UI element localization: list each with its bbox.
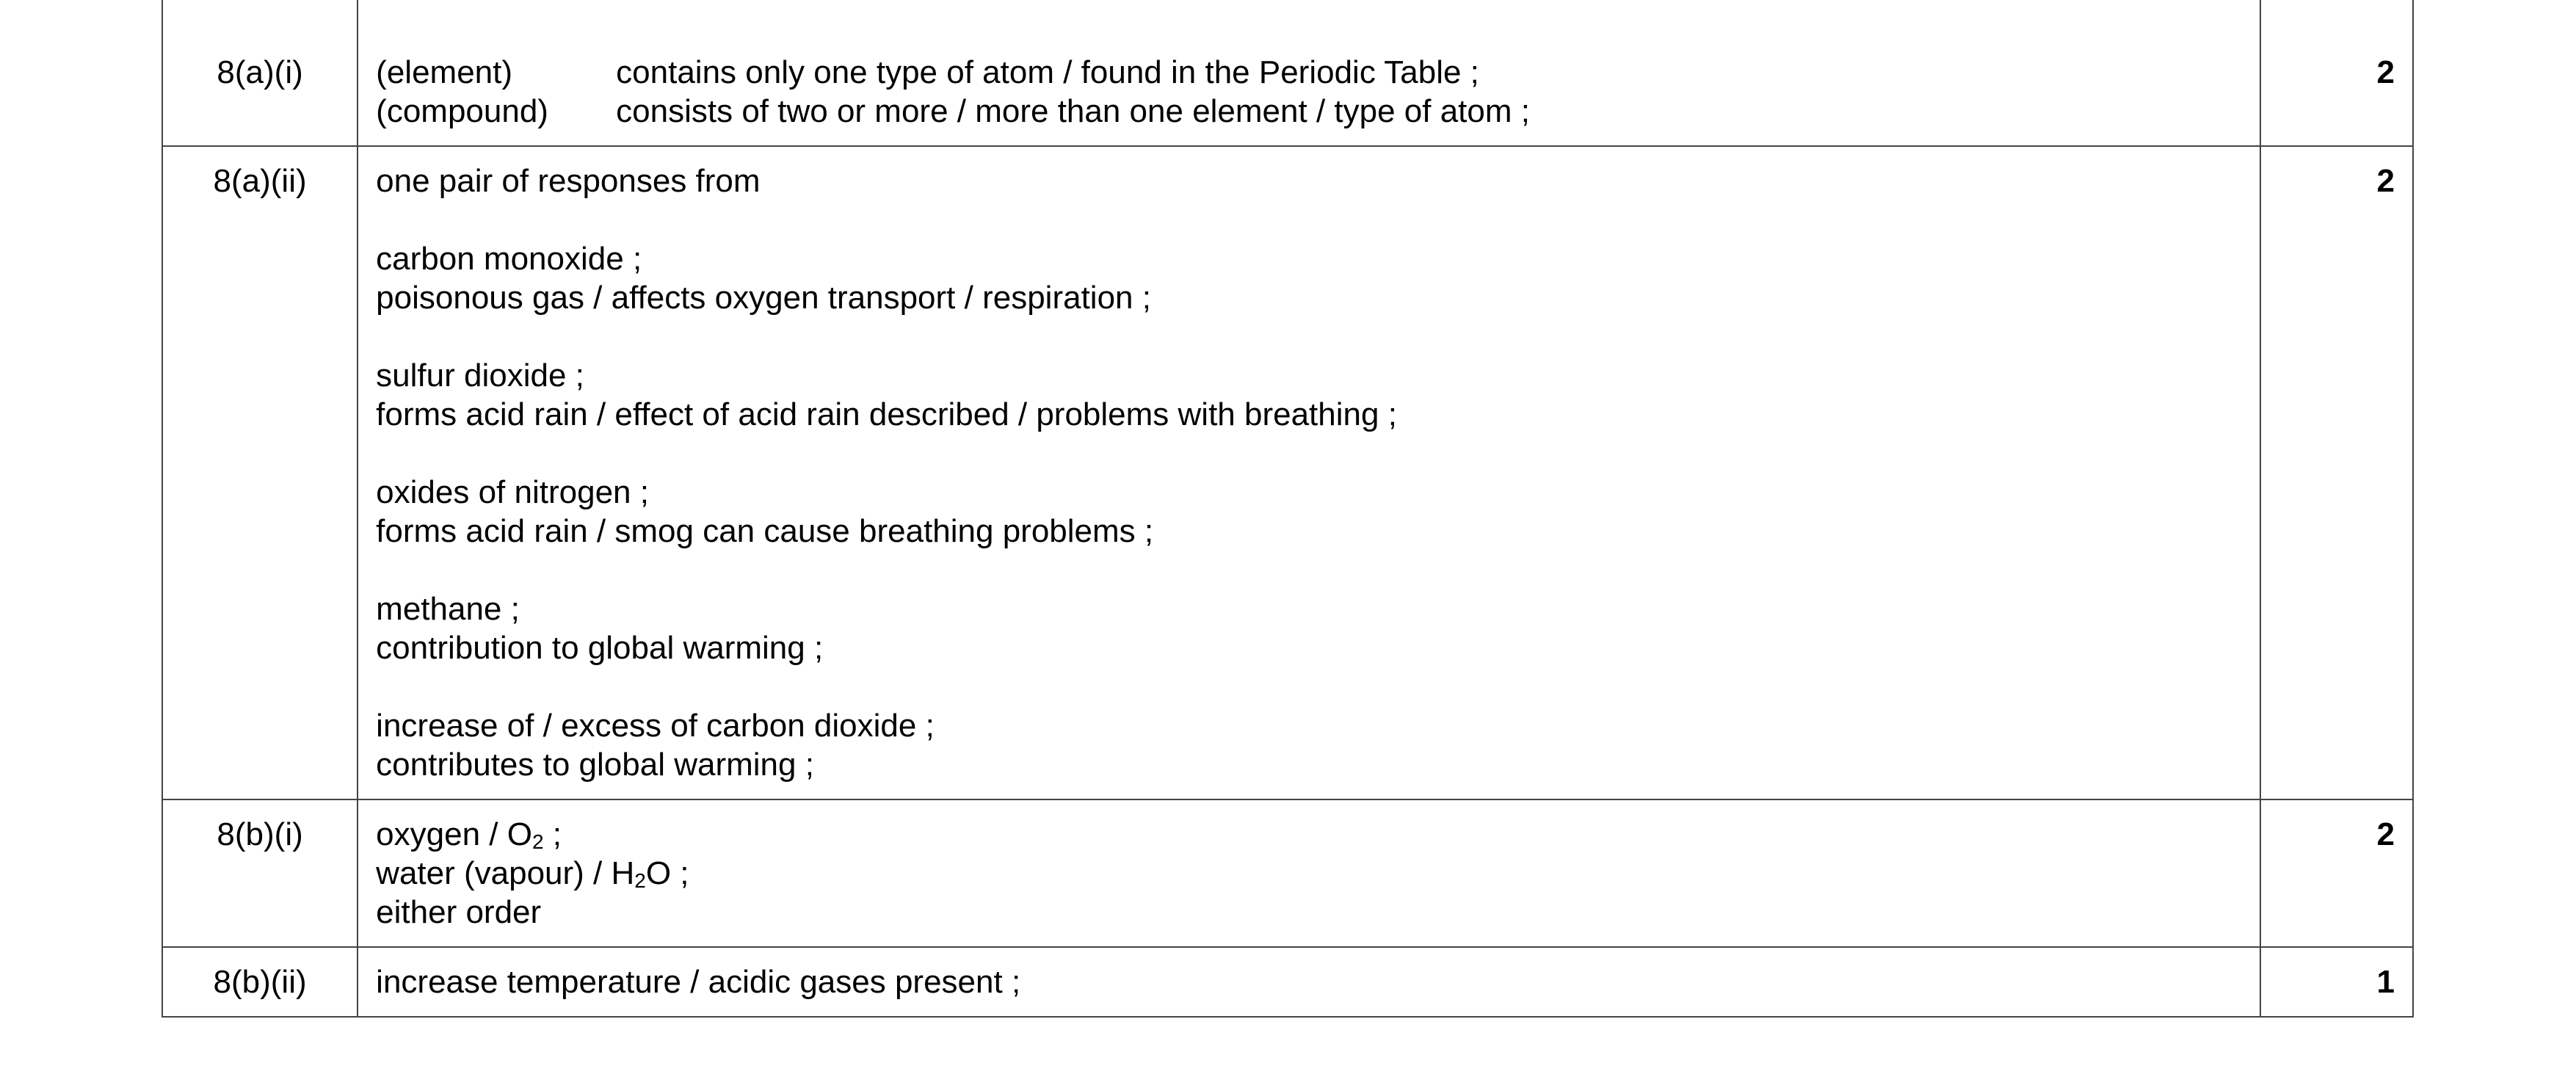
table-row	[162, 0, 2413, 146]
response-effect: forms acid rain / smog can cause breathing problems ;	[376, 513, 1154, 549]
answer-text: oxygen / O	[376, 816, 532, 852]
response-pair	[376, 706, 2242, 784]
answer-cell	[358, 146, 2260, 799]
question-number: 8(b)(ii)	[213, 964, 307, 1000]
answer-note: either order	[376, 894, 542, 930]
question-number: 8(a)(i)	[217, 54, 303, 90]
question-number: 8(b)(i)	[217, 816, 303, 852]
response-effect: contributes to global warming ;	[376, 747, 814, 783]
response-effect: contribution to global warming ;	[376, 630, 824, 666]
response-pair	[376, 239, 2242, 317]
mark-scheme-table	[162, 0, 2414, 1018]
response-substance: oxides of nitrogen ;	[376, 474, 649, 510]
question-cell	[162, 799, 358, 947]
table-row	[162, 947, 2413, 1017]
response-substance: carbon monoxide ;	[376, 241, 642, 277]
answer-intro: one pair of responses from	[376, 163, 761, 199]
response-substance: sulfur dioxide ;	[376, 358, 584, 394]
answer-text: ;	[543, 816, 562, 852]
question-cell	[162, 146, 358, 799]
question-cell	[162, 947, 358, 1017]
marks-value: 2	[2376, 54, 2395, 90]
marks-value: 2	[2376, 163, 2395, 199]
response-effect: forms acid rain / effect of acid rain described / problems with breathing ;	[376, 396, 1397, 432]
answer-cell	[358, 947, 2260, 1017]
definition-text: contains only one type of atom / found in the Periodic Table ;	[616, 54, 1479, 90]
question-cell	[162, 0, 358, 146]
definition-term: (element)	[376, 54, 513, 90]
answer-cell	[358, 0, 2260, 146]
answer-line-oxygen	[376, 815, 2242, 854]
subscript: 2	[634, 869, 646, 892]
definition-row	[376, 92, 2242, 131]
answer-text: increase temperature / acidic gases present ;	[376, 964, 1021, 1000]
response-substance: increase of / excess of carbon dioxide ;	[376, 708, 935, 744]
definition-text: consists of two or more / more than one element / type of atom ;	[616, 93, 1530, 129]
response-substance: methane ;	[376, 591, 520, 627]
table-row	[162, 146, 2413, 799]
answer-line-water	[376, 854, 2242, 893]
definition-term: (compound)	[376, 93, 548, 129]
definition-row	[376, 53, 2242, 92]
answer-text: water (vapour) / H	[376, 855, 635, 891]
subscript: 2	[531, 830, 544, 853]
answer-cell	[358, 799, 2260, 947]
marks-cell	[2260, 146, 2413, 799]
marks-value: 1	[2376, 964, 2395, 1000]
response-effect: poisonous gas / affects oxygen transport / respiration ;	[376, 280, 1151, 316]
marks-cell	[2260, 0, 2413, 146]
marks-cell	[2260, 947, 2413, 1017]
question-number: 8(a)(ii)	[213, 163, 307, 199]
marks-value: 2	[2376, 816, 2395, 852]
response-pair	[376, 473, 2242, 551]
answer-text: O ;	[645, 855, 689, 891]
response-pair	[376, 590, 2242, 667]
marks-cell	[2260, 799, 2413, 947]
table-row	[162, 799, 2413, 947]
response-pair	[376, 356, 2242, 434]
